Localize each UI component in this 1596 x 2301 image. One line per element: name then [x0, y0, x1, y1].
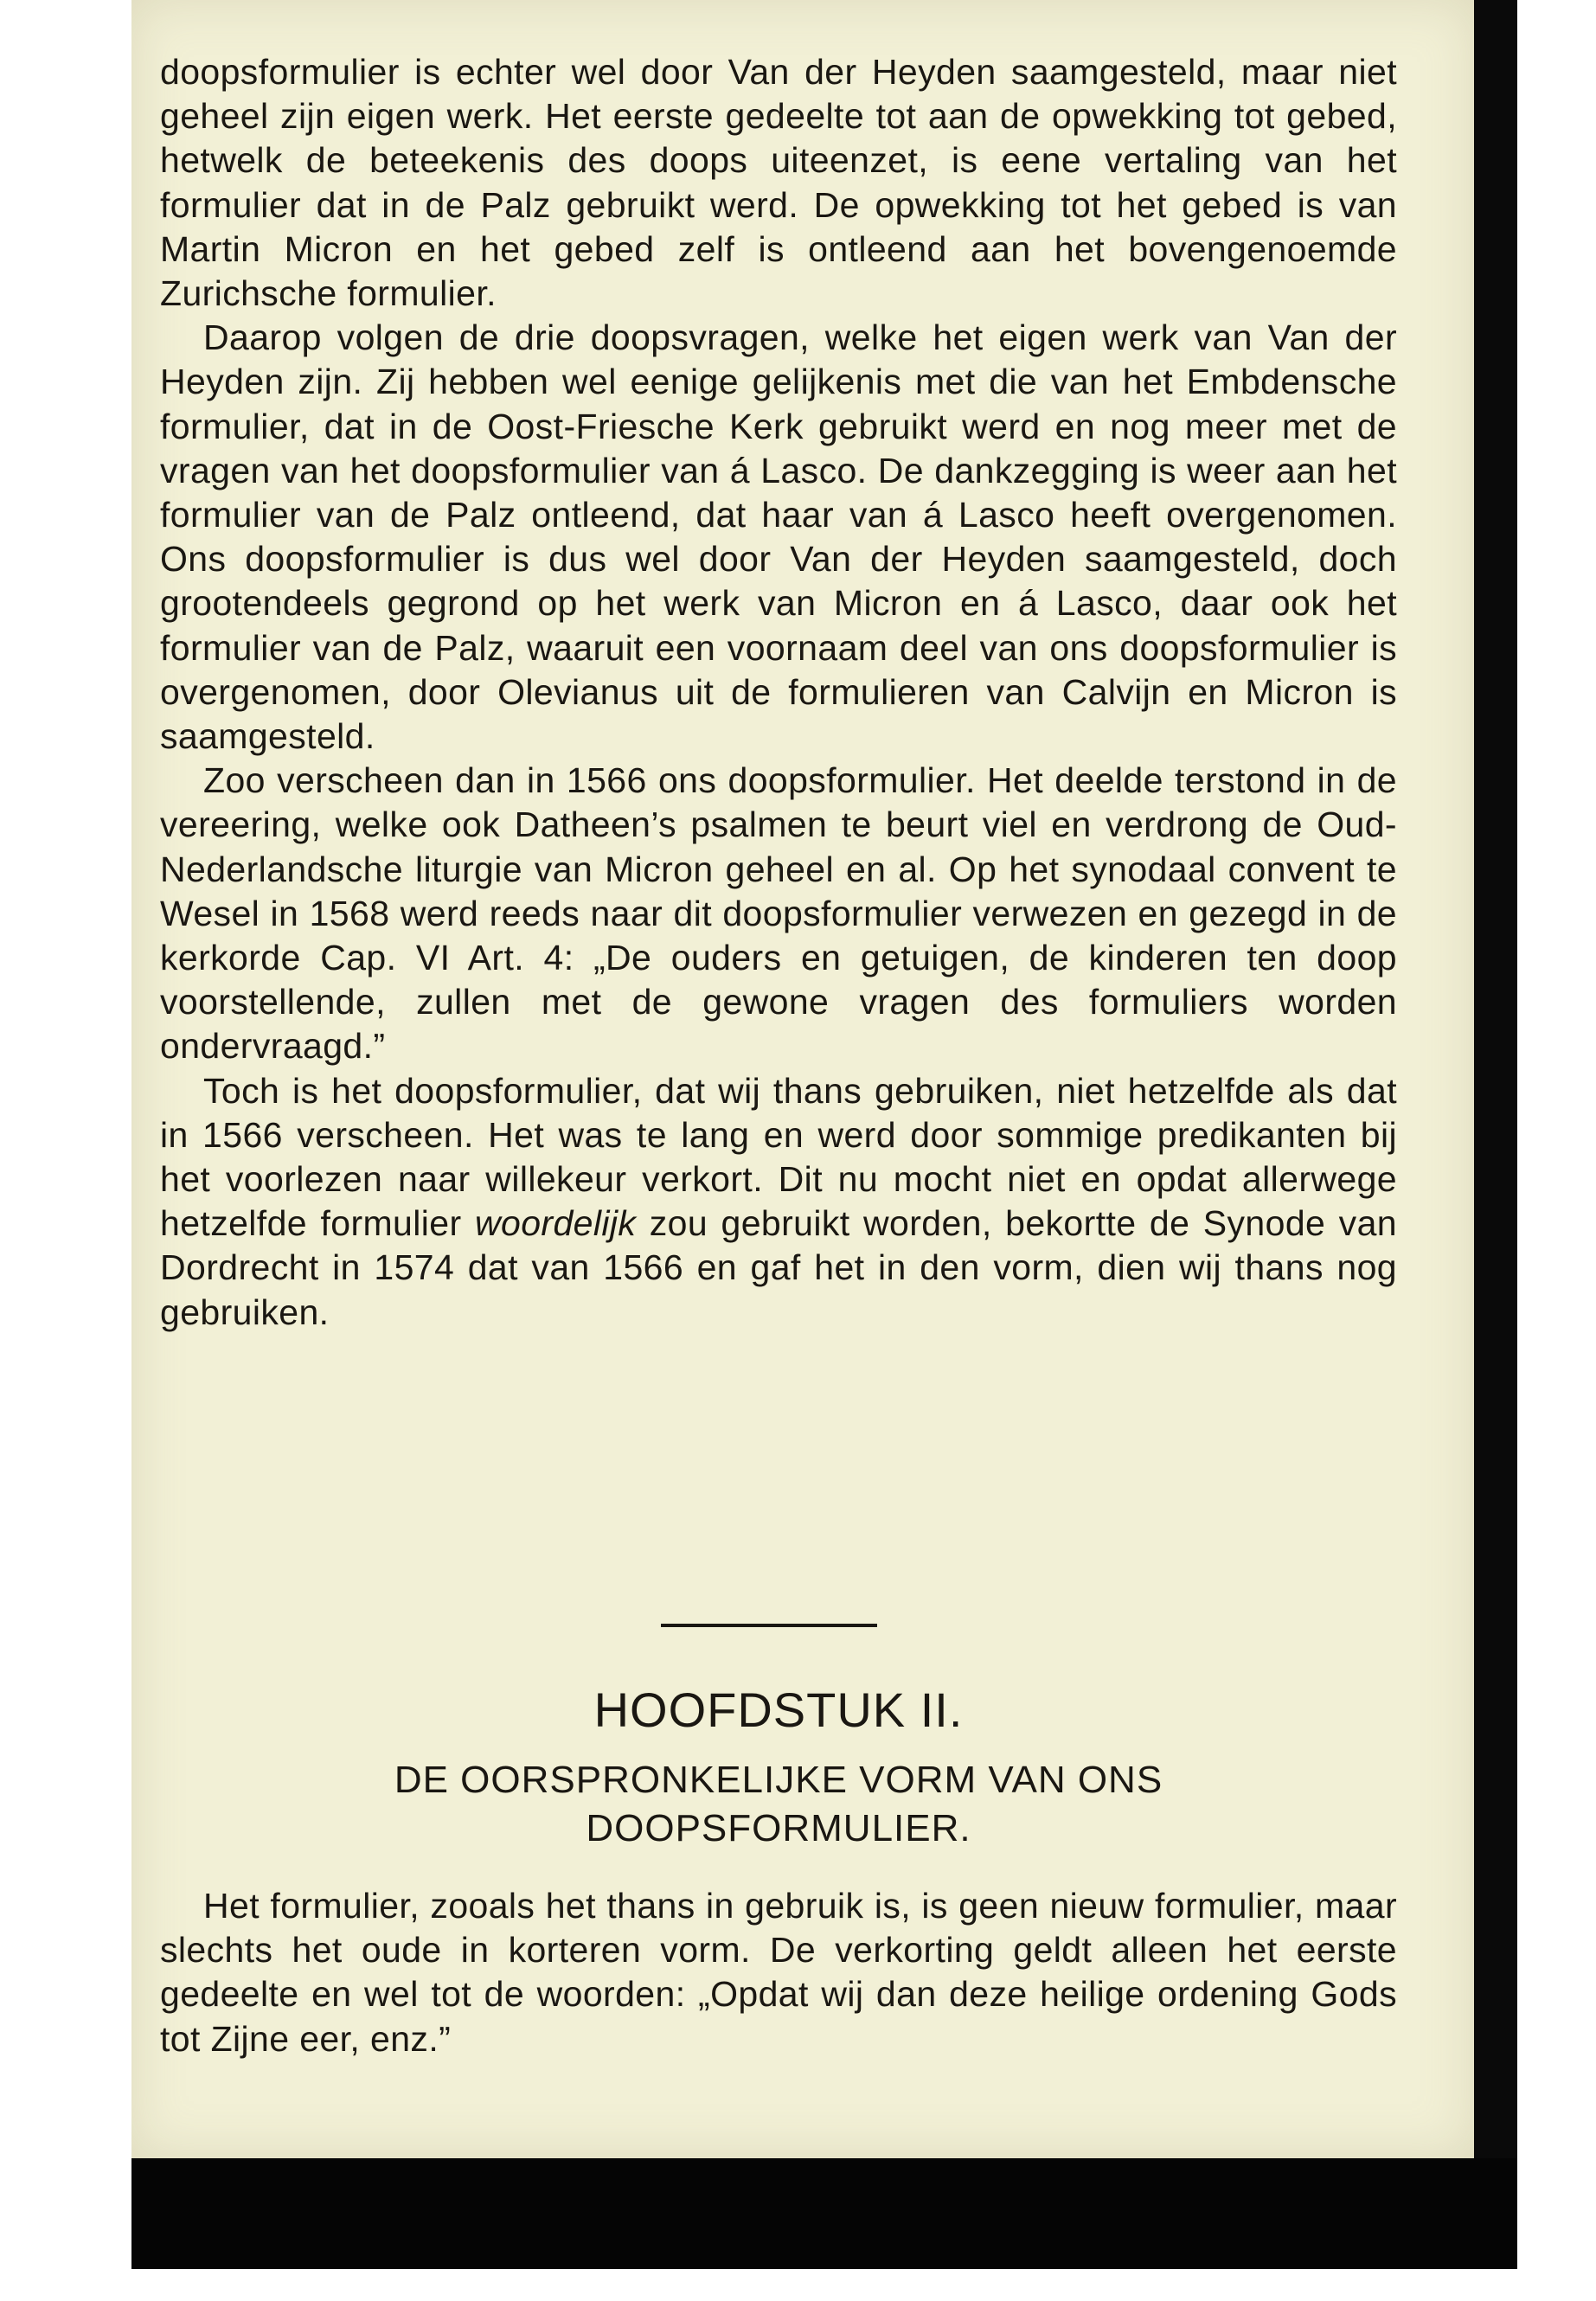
chapter-subtitle [160, 1756, 1397, 1853]
scan-edge-bottom [131, 2158, 1517, 2269]
chapter-body [160, 1884, 1397, 2061]
chapter-paragraph-1: Het formulier, zooals het thans in gebruik is, is geen nieuw formulier, maar slechts het oude in korteren vorm. De verkorting geldt alleen het eerste gedeelte en wel tot de woorden: „Opdat wij dan deze heilige ordening Gods tot Zijne eer, enz.” [160, 1886, 1397, 2059]
section-divider [661, 1624, 877, 1627]
paragraph-4-part-b: zou gebruikt worden, bekortte de Synode van Dordrecht in 1574 dat van 1566 en gaf het in den vorm, dien wij thans nog gebruiken. [160, 1203, 1397, 1332]
paragraph-1: doopsformulier is echter wel door Van der Heyden saamgesteld, maar niet geheel zijn eigen werk. Het eerste gedeelte tot aan de opwekking tot gebed, hetwelk de beteekenis des doops uiteenzet, is eene vertaling van het formulier dat in de Palz gebruikt werd. De opwekking tot het gebed is van Martin Micron en het gebed zelf is ontleend aan het bovengenoemde Zurichsche formulier. [160, 52, 1397, 314]
scan-edge-right [1474, 0, 1517, 2158]
paragraph-2: Daarop volgen de drie doopsvragen, welke het eigen werk van Van der Heyden zijn. Zij hebben wel eenige gelijkenis met die van het Embdensche formulier, dat in de Oost-Friesche Kerk gebruikt werd en nog meer met de vragen van het doopsformulier van á Lasco. De dankzegging is weer aan het formulier van de Palz ontleend, dat haar van á Lasco heeft overgenomen. Ons doopsformulier is dus wel door Van der Heyden saamgesteld, doch grootendeels gegrond op het werk van Micron en á Lasco, daar ook het formulier van de Palz, waaruit een voornaam deel van ons doopsformulier is overgenomen, door Olevianus uit de formulieren van Calvijn en Micron is saamgesteld. [160, 317, 1397, 757]
chapter-subtitle-line-2: DOOPSFORMULIER. [586, 1807, 971, 1849]
paragraph-4-part-a: Toch is het doopsformulier, dat wij thans gebruiken, niet hetzelfde als dat in 1566 verscheen. Het was te lang en werd door sommige predikanten bij het voorlezen naar willekeur verkort. Dit nu mocht niet en opdat allerwege hetzelfde formulier [160, 1070, 1397, 1244]
paragraph-3: Zoo verscheen dan in 1566 ons doopsformulier. Het deelde terstond in de vereering, welke ook Datheen’s psalmen te beurt viel en verdrong de Oud-Nederlandsche liturgie van Micron geheel en al. Op het synodaal convent te Wesel in 1568 werd reeds naar dit doopsformulier verwezen en gezegd in de kerkorde Cap. VI Art. 4: „De ouders en getuigen, de kinderen ten doop voorstellende, zullen met de gewone vragen des formuliers worden ondervraagd.” [160, 760, 1397, 1067]
chapter-heading: HOOFDSTUK II. [593, 1682, 964, 1737]
paragraph-4-emphasis: woordelijk [474, 1203, 637, 1244]
body-text [160, 50, 1397, 1335]
paragraph-4 [160, 1069, 1397, 1335]
scan-corner [1517, 2158, 1596, 2269]
chapter-subtitle-line-1: DE OORSPRONKELIJKE VORM VAN ONS [394, 1759, 1163, 1801]
